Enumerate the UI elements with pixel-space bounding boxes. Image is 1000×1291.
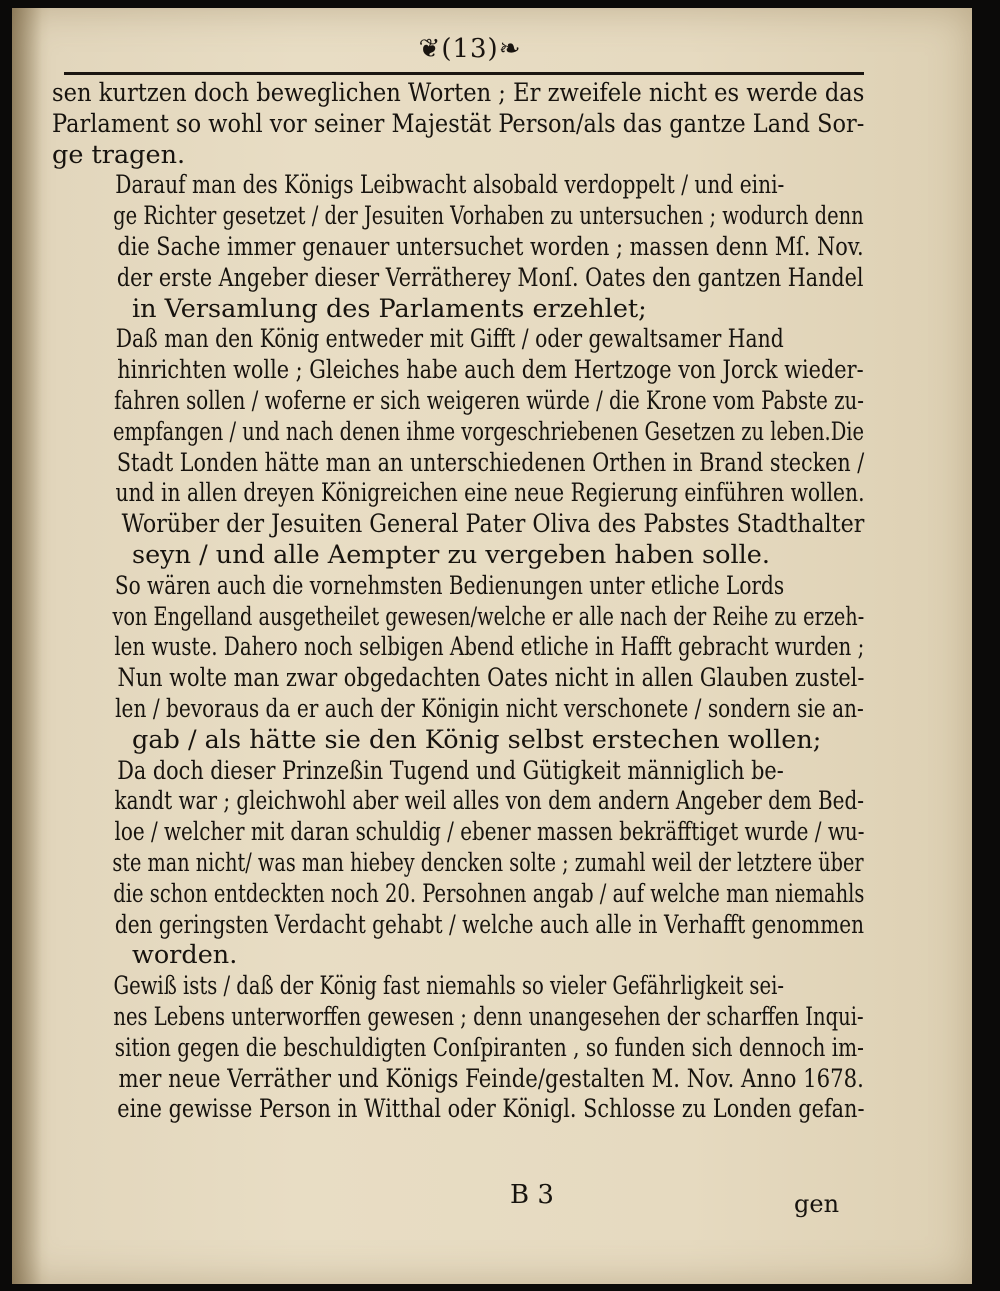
text-line: sition gegen die beschuldigten Conſpiranten , so funden sich dennoch im- — [114, 1032, 864, 1063]
text-line: hinrichten wolle ; Gleiches habe auch dem Hertzoge von Jorck wieder- — [117, 355, 864, 386]
text-line: Darauf man des Königs Leibwacht alsobald verdoppelt / und eini- — [115, 170, 785, 201]
paragraph — [52, 324, 872, 570]
text-line: empfangen / und nach denen ihme vorgeschriebenen Gesetzen zu leben.Die — [113, 416, 865, 447]
text-line: So wären auch die vornehmsten Bedienungen unter etliche Lords — [114, 570, 785, 601]
page-number-header — [360, 34, 580, 64]
header-ornament-left: ❦ — [418, 34, 442, 64]
text-line: und in allen dreyen Königreichen eine neue Regierung einführen wollen. — [115, 478, 865, 509]
text-line: seyn / und alle Aempter zu vergeben haben solle. — [132, 539, 770, 570]
text-line: die schon entdeckten noch 20. Persohnen angab / auf welche man niemahls — [113, 878, 865, 909]
paragraph — [52, 571, 872, 756]
paragraph — [52, 78, 872, 170]
text-line: loe / welcher mit daran schuldig / ebener massen bekräfftiget wurde / wu- — [114, 817, 865, 848]
paragraph — [52, 971, 872, 1125]
catchword: gen — [794, 1190, 840, 1218]
text-line: gab / als hätte sie den König selbst erstechen wollen; — [132, 724, 822, 755]
header-rule — [64, 72, 864, 75]
text-line: worden. — [132, 940, 238, 971]
text-line: den geringsten Verdacht gehabt / welche auch alle in Verhafft genommen — [114, 909, 864, 940]
paragraph — [52, 756, 872, 972]
signature-mark: B 3 — [510, 1180, 554, 1210]
text-line: len wuste. Dahero noch selbigen Abend etliche in Hafft gebracht wurden ; — [114, 632, 865, 663]
text-line: Parlament so wohl vor seiner Majestät Person/als das gantze Land Sor- — [52, 108, 865, 139]
text-line: len / bevoraus da er auch der Königin nicht verschonete / sondern sie an- — [115, 693, 864, 724]
text-line: die Sache immer genauer untersuchet worden ; massen denn Mſ. Nov. — [117, 231, 864, 262]
text-line: Nun wolte man zwar obgedachten Oates nicht in allen Glauben zustel- — [117, 663, 865, 694]
text-line: eine gewisse Person in Witthal oder Königl. Schlosse zu Londen gefan- — [117, 1094, 865, 1125]
text-line: Worüber der Jesuiten General Pater Oliva des Pabstes Stadthalter — [121, 509, 865, 540]
text-line: Daß man den König entweder mit Gifft / oder gewaltsamer Hand — [115, 324, 784, 355]
body-text — [52, 78, 872, 1125]
paragraph — [52, 170, 872, 324]
text-line: Da doch dieser Prinzeßin Tugend und Gütigkeit männiglich be- — [117, 755, 784, 786]
text-line: in Versamlung des Parlaments erzehlet; — [132, 293, 647, 324]
text-line: Gewiß ists / daß der König fast niemahls so vieler Gefährligkeit sei- — [113, 971, 784, 1002]
text-line: mer neue Verräther und Königs Feinde/gestalten M. Nov. Anno 1678. — [118, 1063, 864, 1094]
text-line: der erste Angeber dieser Verrätherey Monſ. Oates den gantzen Handel — [116, 262, 864, 293]
text-line: kandt war ; gleichwohl aber weil alles von dem andern Angeber dem Bed- — [114, 786, 864, 817]
text-line: Stadt Londen hätte man an unterschiedenen Orthen in Brand stecken / — [116, 447, 865, 478]
text-line: ste man nicht/ was man hiebey dencken solte ; zumahl weil der letztere über — [112, 847, 864, 878]
text-line: nes Lebens unterworffen gewesen ; denn unangesehen der scharffen Inqui- — [113, 1001, 864, 1032]
page-number: (13) — [441, 34, 499, 64]
text-line: von Engelland ausgetheilet gewesen/welche er alle nach der Reihe zu erzeh- — [112, 601, 865, 632]
binding-shadow — [12, 8, 42, 1284]
header-ornament-right: ❧ — [498, 34, 522, 64]
text-line: sen kurtzen doch beweglichen Worten ; Er zweifele nicht es werde das — [52, 78, 865, 108]
text-line: ge Richter gesetzet / der Jesuiten Vorhaben zu untersuchen ; wodurch denn — [113, 201, 864, 232]
text-line: fahren sollen / woferne er sich weigeren würde / die Krone vom Pabste zu- — [114, 385, 864, 416]
text-line: ge tragen. — [52, 139, 186, 170]
